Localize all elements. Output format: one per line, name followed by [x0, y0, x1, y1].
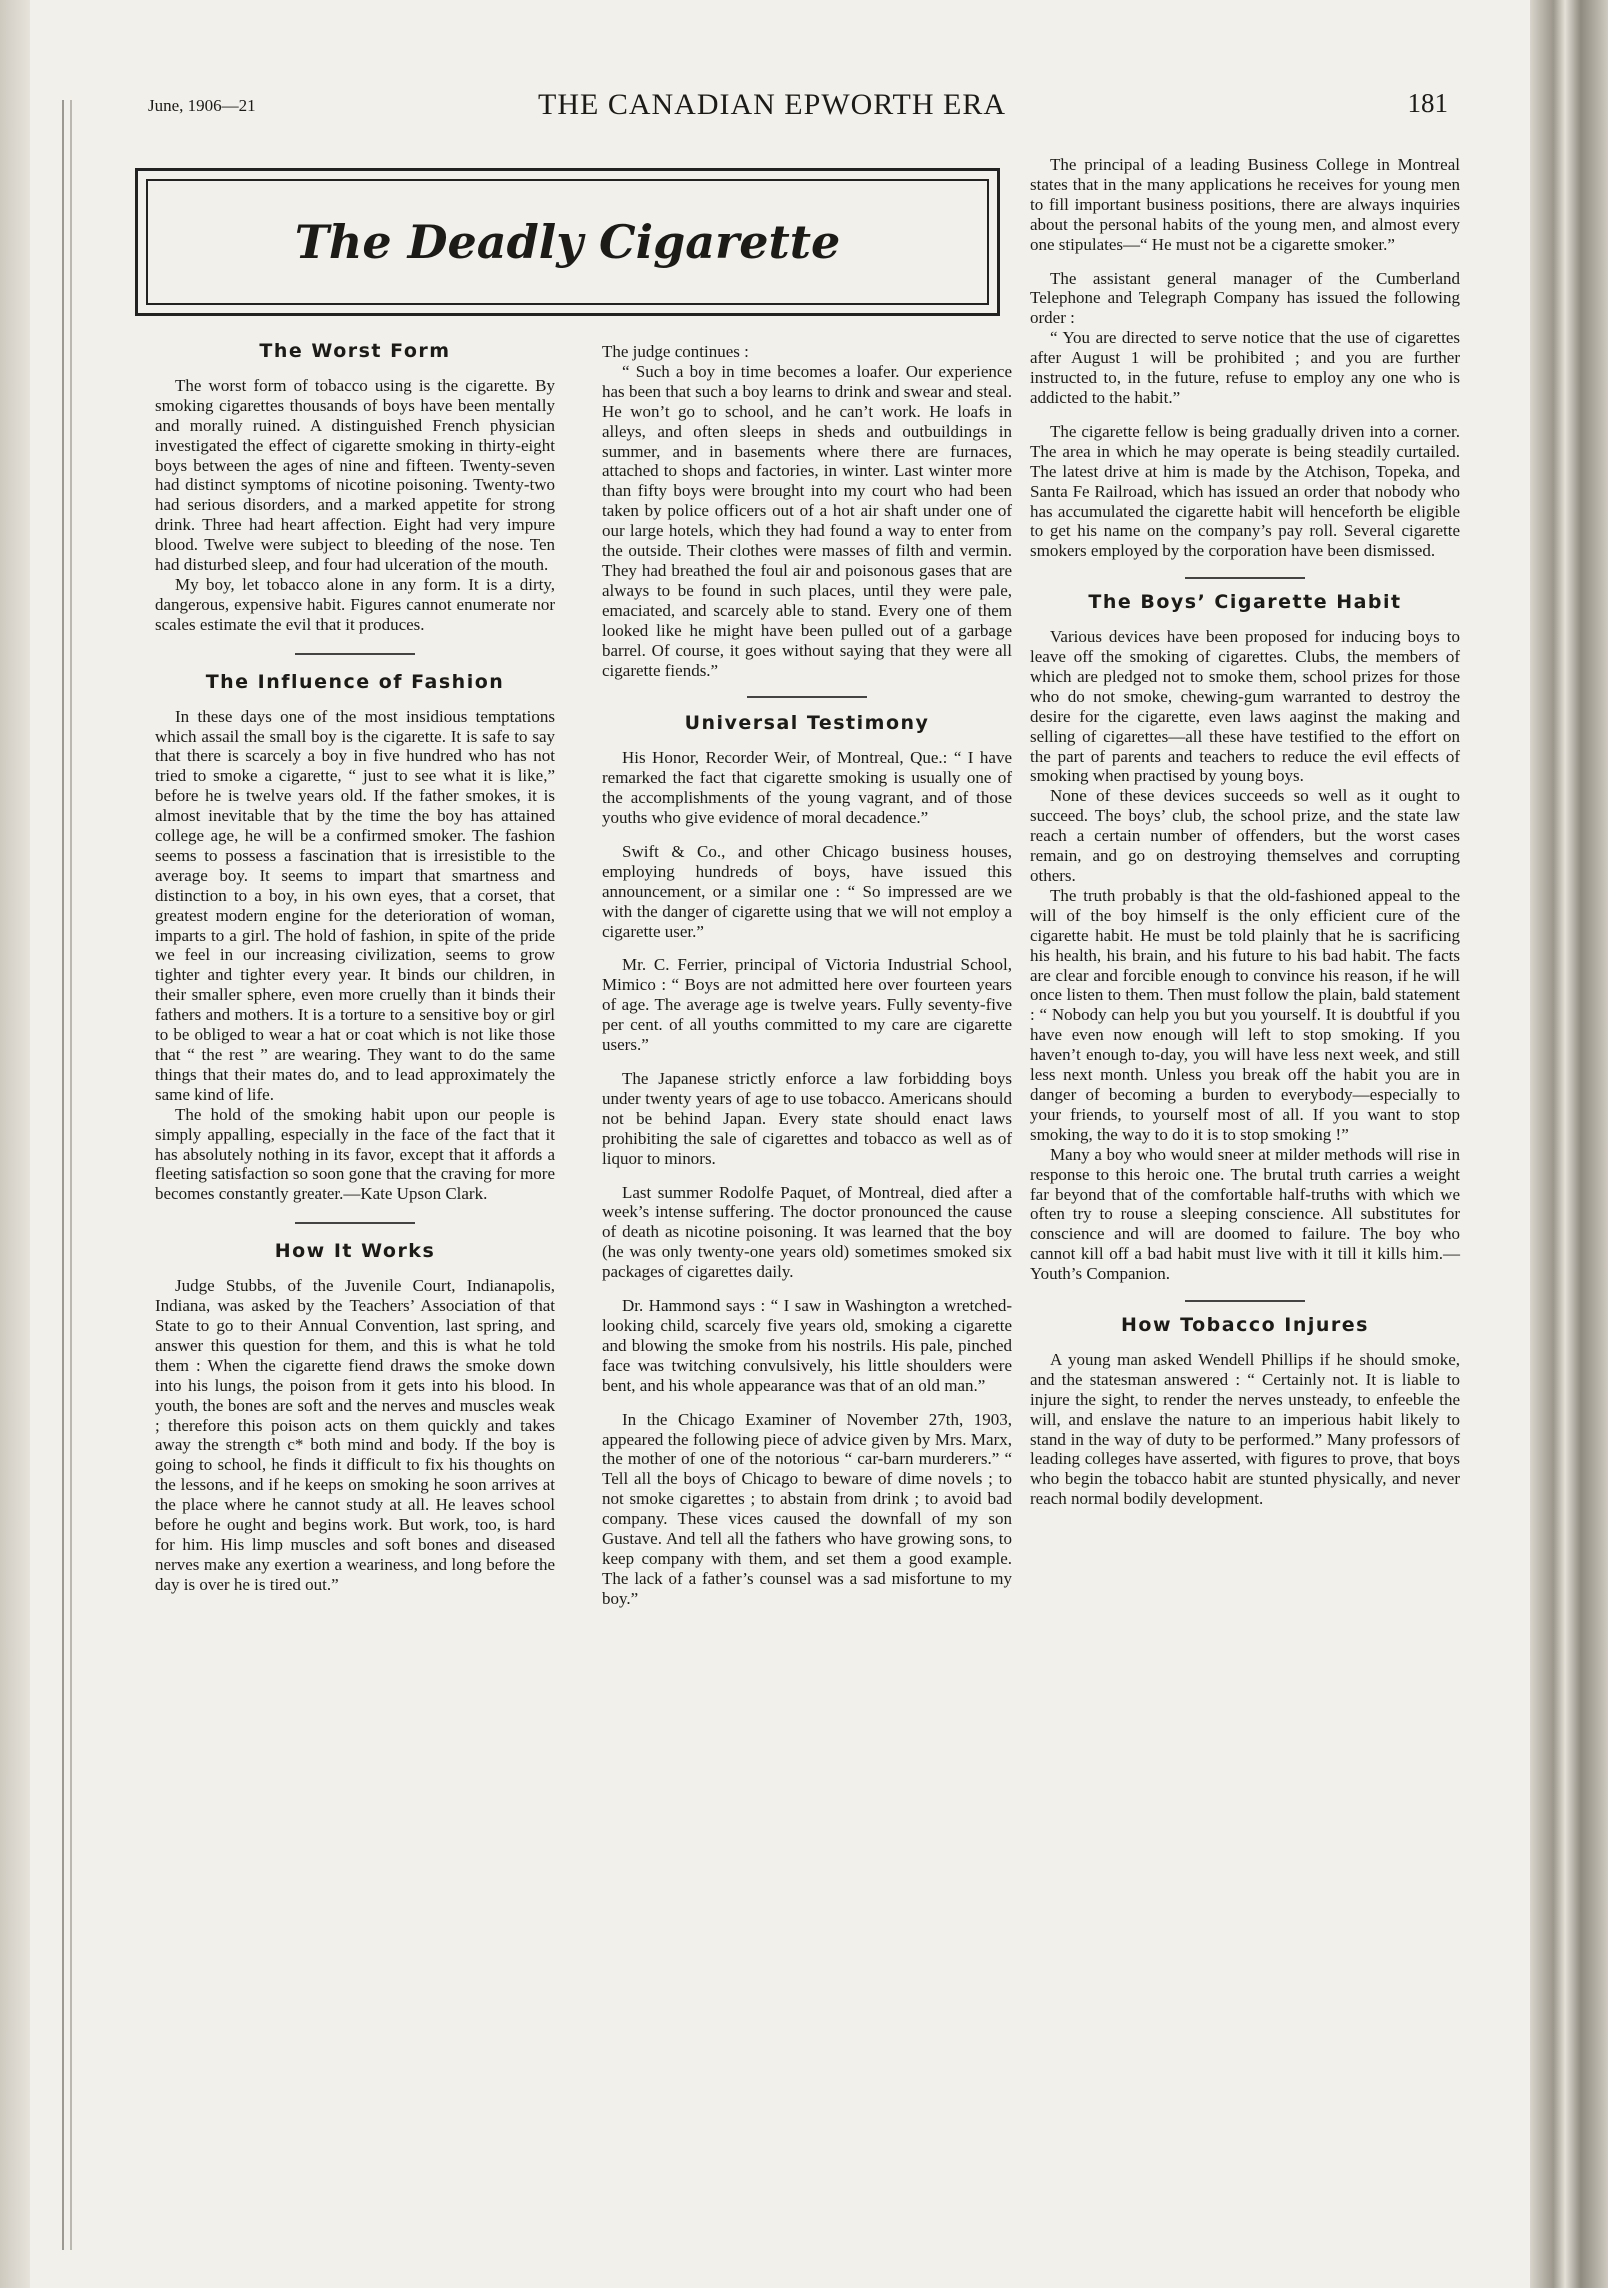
- paragraph: In the Chicago Examiner of November 27th, 1903, appeared the following piece of advice given by Mrs. Marx, the mother of one of the notorious “ car-barn murderers.” “ Tell all the boys of Chicago to beware of dime novels ; to not smoke cigarettes ; to abstain from drink ; to avoid bad company. These vices caused the downfall of my son Gustave. And tell all the fathers who have growing sons, to keep company with them, and set them a good example. The lack of a father’s counsel was a sad misfortune to my boy.”: [602, 1409, 1012, 1608]
- paragraph: The assistant general manager of the Cumberland Telephone and Telegraph Company has issued the following order :: [1030, 268, 1460, 328]
- section-divider: [1185, 1300, 1305, 1302]
- section-heading: The Influence of Fashion: [205, 670, 505, 693]
- paragraph: The judge continues :: [602, 342, 749, 361]
- article-title: The Deadly Cigarette: [294, 215, 841, 269]
- page-header: [148, 88, 1448, 128]
- book-binding: [1530, 0, 1608, 2288]
- column-1: [155, 342, 555, 1595]
- paragraph: The worst form of tobacco using is the cigarette. By smoking cigarettes thousands of boys have been mentally and morally ruined. A distinguished French physician investigated the effect of cigarette smoking in thirty-eight boys between the ages of nine and fifteen. Twenty-seven had distinct symptoms of nicotine poisoning. Twenty-two had serious disorders, and a marked appetite for strong drink. Three had heart affection. Eight had very impure blood. Twelve were subject to bleeding of the nose. Ten had disturbed sleep, and four had ulceration of the mouth.: [155, 375, 555, 575]
- column-3: [1030, 155, 1460, 1509]
- section-divider: [295, 653, 415, 655]
- section-divider: [295, 1222, 415, 1224]
- paragraph: My boy, let tobacco alone in any form. It is a dirty, dangerous, expensive habit. Figures cannot enumerate nor scales estimate the evil that it produces.: [155, 574, 555, 634]
- section-divider: [1185, 577, 1305, 579]
- page-number: 181: [1407, 88, 1448, 118]
- title-box: [135, 168, 1000, 316]
- paragraph: A young man asked Wendell Phillips if he should smoke, and the statesman answered : “ Certainly not. It is liable to injure the sight, to render the nerves unsteady, to enfeeble the will, and enslave the nature to an imperious habit likely to stand in the way of duty to be performed.” Many professors of leading colleges have asserted, with figures to prove, that boys who begin the tobacco habit are stunted physically, and never reach normal bodily development.: [1030, 1349, 1460, 1509]
- paragraph: The hold of the smoking habit upon our people is simply appalling, especially in the face of the fact that it has absolutely nothing in its favor, except that it affords a fleeting satisfaction so soon gone that the craving for more becomes constantly greater.—Kate Upson Clark.: [155, 1104, 555, 1204]
- paper-crease: [70, 100, 72, 2250]
- paragraph: Swift & Co., and other Chicago business houses, employing hundreds of boys, have issued this announcement, or a similar one : “ So impressed are we with the danger of cigarette using that we will not employ a cigarette user.”: [602, 841, 1012, 941]
- section-divider: [747, 696, 867, 698]
- section-heading: Universal Testimony: [684, 712, 930, 735]
- section-heading: The Worst Form: [259, 340, 451, 362]
- paragraph: The truth probably is that the old-fashioned appeal to the will of the boy himself is the only efficient cure of the cigarette habit. He must be told plainly that he is sacrificing his health, his brain, and his future to his bad habit. The facts are clear and forcible enough to convince his reason, if he will once listen to them. Then must follow the plain, bald statement : “ Nobody can help you but you yourself. It is doubtful if you have even now enough will left to stop smoking. If you haven’t enough to-day, you will have less next week, and still less next month. Unless you break off the habit you are in danger of becoming a burden to everybody—especially to your friends, to yourself most of all. If you want to stop smoking, the way to do it is to stop smoking !”: [1030, 885, 1460, 1144]
- section-heading: The Boys’ Cigarette Habit: [1088, 591, 1402, 614]
- paragraph: Many a boy who would sneer at milder methods will rise in response to this heroic one. The brutal truth carries a weight far beyond that of the comfortable half-truths with which we often try to rouse a sleeping conscience. All substitutes for conscience and will are doomed to failure. The boy who cannot kill off a bad habit must live with it till it kills him.—Youth’s Companion.: [1030, 1144, 1460, 1284]
- section-heading: How Tobacco Injures: [1121, 1314, 1369, 1337]
- paragraph: Mr. C. Ferrier, principal of Victoria Industrial School, Mimico : “ Boys are not admitted here over fourteen years of age. The average age is twelve years. Fully seventy-five per cent. of all youths committed to my care are cigarette users.”: [602, 955, 1012, 1055]
- paragraph: Dr. Hammond says : “ I saw in Washington a wretched-looking child, scarcely five years old, smoking a cigarette and blowing the smoke from his nostrils. His pale, pinched face was twitching convulsively, his little shoulders were bent, and his whole appearance was that of an old man.”: [602, 1296, 1012, 1395]
- paragraph: The Japanese strictly enforce a law forbidding boys under twenty years of age to use tobacco. Americans should not be behind Japan. Every state should enact laws prohibiting the sale of cigarettes and tobacco as well as of liquor to minors.: [602, 1069, 1012, 1168]
- paper-crease: [62, 100, 64, 2250]
- paragraph: “ Such a boy in time becomes a loafer. Our experience has been that such a boy learns to drink and swear and steal. He won’t go to school, and he can’t work. He loafs in alleys, and often sleeps in sheds and outbuildings in summer, and in basements where there are furnaces, attached to shops and factories, in winter. Last winter more than fifty boys were brought into my court who had been taken by police officers out of a hot air shaft under one of our large hotels, which they had found a way to enter from the outside. Their clothes were masses of filth and vermin. They had breathed the foul air and poisonous gases that are always to be found in such places, until they were pale, emaciated, and scarcely able to stand. Every one of them looked like he might have been pulled out of a garbage barrel. Of course, it goes without saying that they were all cigarette fiends.”: [602, 361, 1012, 680]
- paragraph: Various devices have been proposed for inducing boys to leave off the smoking of cigarettes. Clubs, the members of which are pledged not to smoke them, school prizes for those who do not smoke, chewing-gum warranted to destroy the desire for the cigarette, even laws aaginst the making and selling of cigarettes—all these have testified to the effort on the part of parents and teachers to reduce the evil effects of smoking when practised by young boys.: [1030, 627, 1460, 786]
- paragraph: His Honor, Recorder Weir, of Montreal, Que.: “ I have remarked the fact that cigarette smoking is usually one of the accomplishments of the young vagrant, and of those youths who give evidence of moral decadence.”: [602, 748, 1012, 828]
- title-box-inner-border: [146, 179, 989, 305]
- paragraph: Judge Stubbs, of the Juvenile Court, Indianapolis, Indiana, was asked by the Teachers’ Association of that State to go to their Annual Convention, last spring, and answer this question for them, and this is what he told them : When the cigarette fiend draws the smoke down into his lungs, the poison from it gets into his blood. In youth, the bones are soft and the nerves and muscles weak ; therefore this poison acts on them quickly and takes away the strength c* both mind and body. If the boy is going to school, he finds it difficult to fix his thoughts on the lessons, and if he keeps on smoking he soon arrives at the place where he cannot study at all. He leaves school before he ought and begins work. But work, too, is hard for him. His limp muscles and soft bones and diseased nerves make any exertion a weariness, and long before the day is over he is tired out.”: [155, 1276, 555, 1594]
- paragraph: In these days one of the most insidious temptations which assail the small boy is the cigarette. It is safe to say that there is scarcely a boy in five hundred who has not tried to smoke a cigarette, “ just to see what it is like,” before he is twelve years old. If the father smokes, it is almost inevitable that by the time the boy has attained college age, he will be a confirmed smoker. The fashion seems to possess a fascination that is irresistible to the average boy. It seems to impart that smartness and distinction to a boy, in his own eyes, that a corset, that greatest modern engine for the deterioration of woman, imparts to a girl. The hold of fashion, in spite of the pride we feel in our increasing civilization, seems to grow tighter and tighter every year. It binds our children, in their smaller sphere, even more cruelly than it binds their fathers and mothers. It is a torture to a sensitive boy or girl to be obliged to wear a hat or coat which is not like those that “ the rest ” are wearing. They want to do the same things that their mates do, and to lead approximately the same kind of life.: [155, 706, 555, 1104]
- issue-date: June, 1906—21: [148, 96, 256, 115]
- paragraph: The cigarette fellow is being gradually driven into a corner. The area in which he may operate is being steadily curtailed. The latest drive at him is made by the Atchison, Topeka, and Santa Fe Railroad, which has issued an order that nobody who has accumulated the cigarette habit will henceforth be eligible to get his name on the company’s pay roll. Several cigarette smokers employed by the corporation have been dismissed.: [1030, 421, 1460, 561]
- paragraph: Last summer Rodolfe Paquet, of Montreal, died after a week’s intense suffering. The doctor pronounced the cause of death as nicotine poisoning. It was learned that the boy (he was only twenty-one years old) sometimes smoked six packages of cigarettes daily.: [602, 1182, 1012, 1282]
- paragraph: None of these devices succeeds so well as it ought to succeed. The boys’ club, the school prize, and the state law reach a certain number of offenders, but the worst cases remain, and go on destroying themselves and corrupting others.: [1030, 786, 1460, 885]
- section-heading: How It Works: [274, 1240, 436, 1263]
- column-2: [602, 342, 1012, 1609]
- paragraph: “ You are directed to serve notice that the use of cigarettes after August 1 will be prohibited ; and you are further instructed to, in the future, refuse to employ any one who is addicted to the habit.”: [1030, 328, 1460, 407]
- paragraph: The principal of a leading Business College in Montreal states that in the many applications he receives for young men to fill important business positions, there are always inquiries about the personal habits of the young men, and almost every one stipulates—“ He must not be a cigarette smoker.”: [1030, 155, 1460, 254]
- masthead: THE CANADIAN EPWORTH ERA: [538, 88, 1006, 121]
